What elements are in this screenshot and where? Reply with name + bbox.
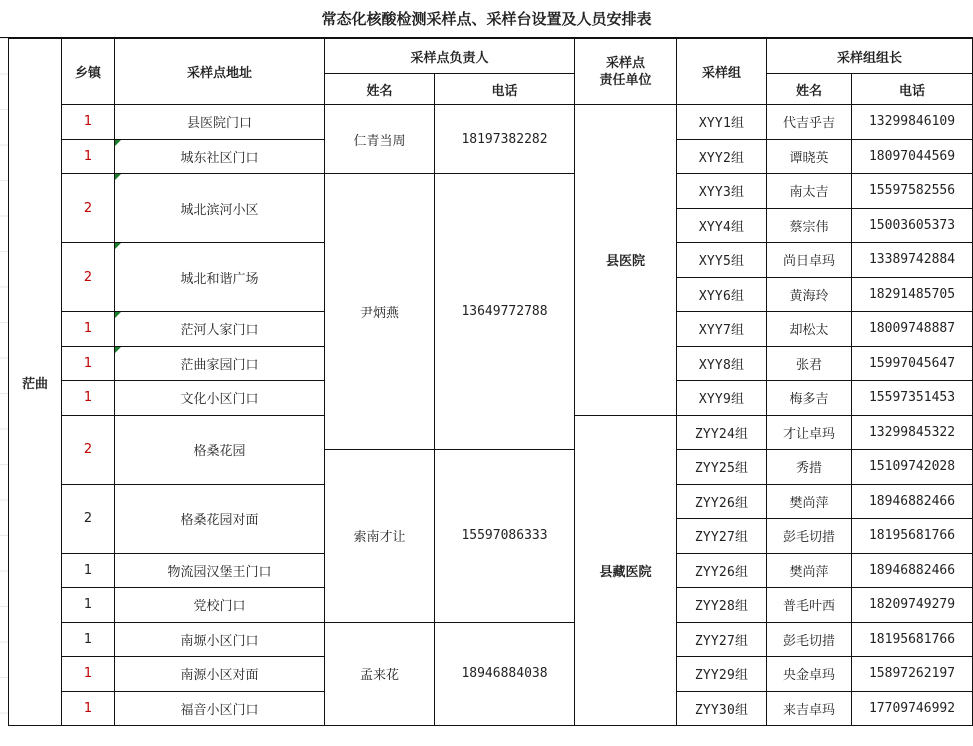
responsible-unit: 县医院	[575, 105, 677, 416]
group-leader-phone: 17709746992	[852, 691, 973, 726]
group-id: XYY4组	[677, 208, 767, 243]
group-leader-name: 来吉卓玛	[767, 691, 852, 726]
group-leader-name: 谭晓英	[767, 139, 852, 174]
responsible-unit: 县藏医院	[575, 415, 677, 726]
site-count: 2	[62, 484, 115, 553]
header-address: 采样点地址	[115, 39, 325, 105]
site-address: 格桑花园对面	[115, 484, 325, 553]
group-leader-phone: 13389742884	[852, 243, 973, 278]
group-leader-name: 彭毛切措	[767, 622, 852, 657]
group-id: XYY8组	[677, 346, 767, 381]
site-count: 2	[62, 174, 115, 243]
town-cell: 茫曲	[9, 39, 62, 726]
site-head-phone: 18197382282	[435, 105, 575, 174]
group-leader-phone: 15997045647	[852, 346, 973, 381]
cell-marker-icon	[115, 347, 121, 353]
site-head-name: 仁青当周	[325, 105, 435, 174]
site-count: 1	[62, 553, 115, 588]
group-leader-name: 才让卓玛	[767, 415, 852, 450]
site-head-name: 孟来花	[325, 622, 435, 726]
gridlines	[0, 38, 8, 746]
table-row	[9, 105, 973, 140]
site-address: 福音小区门口	[115, 691, 325, 726]
header-town: 乡镇	[62, 39, 115, 105]
group-leader-phone: 18009748887	[852, 312, 973, 347]
table-row	[9, 174, 973, 209]
group-leader-phone: 13299845322	[852, 415, 973, 450]
group-leader-name: 却松太	[767, 312, 852, 347]
site-address: 县医院门口	[115, 105, 325, 140]
group-id: ZYY24组	[677, 415, 767, 450]
site-head-name: 索南才让	[325, 450, 435, 623]
group-leader-phone: 18195681766	[852, 622, 973, 657]
site-head-name: 尹炳燕	[325, 174, 435, 450]
site-address: 茫河人家门口	[115, 312, 325, 347]
site-address: 城北滨河小区	[115, 174, 325, 243]
site-count: 1	[62, 346, 115, 381]
site-address: 茫曲家园门口	[115, 346, 325, 381]
site-count: 1	[62, 105, 115, 140]
site-address: 南源小区对面	[115, 657, 325, 692]
group-id: ZYY29组	[677, 657, 767, 692]
group-id: ZYY26组	[677, 553, 767, 588]
group-leader-phone: 18209749279	[852, 588, 973, 623]
group-leader-phone: 18195681766	[852, 519, 973, 554]
site-address: 格桑花园	[115, 415, 325, 484]
site-address: 城东社区门口	[115, 139, 325, 174]
group-id: ZYY27组	[677, 622, 767, 657]
header-head-phone: 电话	[435, 74, 575, 105]
group-leader-name: 秀措	[767, 450, 852, 485]
header-unit-line2: 责任单位	[599, 72, 652, 88]
site-count: 1	[62, 312, 115, 347]
header-leader-name: 姓名	[767, 74, 852, 105]
group-leader-name: 张君	[767, 346, 852, 381]
group-leader-name: 南太吉	[767, 174, 852, 209]
group-leader-name: 蔡宗伟	[767, 208, 852, 243]
site-count: 1	[62, 691, 115, 726]
group-leader-phone: 15597582556	[852, 174, 973, 209]
group-id: ZYY28组	[677, 588, 767, 623]
group-id: ZYY30组	[677, 691, 767, 726]
group-leader-name: 樊尚萍	[767, 553, 852, 588]
group-leader-name: 代吉乎吉	[767, 105, 852, 140]
site-address: 南塬小区门口	[115, 622, 325, 657]
group-id: XYY7组	[677, 312, 767, 347]
site-count: 1	[62, 588, 115, 623]
group-id: XYY3组	[677, 174, 767, 209]
site-address: 城北和谐广场	[115, 243, 325, 312]
group-id: ZYY26组	[677, 484, 767, 519]
site-head-phone: 18946884038	[435, 622, 575, 726]
group-leader-phone: 18946882466	[852, 484, 973, 519]
table-row	[9, 622, 973, 657]
cell-marker-icon	[115, 243, 121, 249]
group-id: XYY2组	[677, 139, 767, 174]
header-leader-phone: 电话	[852, 74, 973, 105]
header-head-name: 姓名	[325, 74, 435, 105]
group-id: ZYY27组	[677, 519, 767, 554]
site-head-phone: 13649772788	[435, 174, 575, 450]
group-leader-phone: 13299846109	[852, 105, 973, 140]
schedule-table	[8, 38, 973, 726]
site-count: 1	[62, 657, 115, 692]
header-group-leader: 采样组组长	[767, 39, 973, 74]
group-leader-phone: 18097044569	[852, 139, 973, 174]
cell-marker-icon	[115, 140, 121, 146]
site-count: 1	[62, 622, 115, 657]
site-head-phone: 15597086333	[435, 450, 575, 623]
group-leader-phone: 18946882466	[852, 553, 973, 588]
group-id: XYY5组	[677, 243, 767, 278]
group-leader-name: 彭毛切措	[767, 519, 852, 554]
group-leader-name: 央金卓玛	[767, 657, 852, 692]
group-leader-name: 樊尚萍	[767, 484, 852, 519]
group-id: XYY6组	[677, 277, 767, 312]
site-address: 党校门口	[115, 588, 325, 623]
group-leader-name: 尚日卓玛	[767, 243, 852, 278]
group-leader-phone: 15897262197	[852, 657, 973, 692]
site-count: 1	[62, 139, 115, 174]
site-count: 2	[62, 243, 115, 312]
site-address: 文化小区门口	[115, 381, 325, 416]
header-site-head: 采样点负责人	[325, 39, 575, 74]
group-leader-name: 黄海玲	[767, 277, 852, 312]
site-address: 物流园汉堡王门口	[115, 553, 325, 588]
cell-marker-icon	[115, 174, 121, 180]
group-leader-name: 梅多吉	[767, 381, 852, 416]
header-unit-line1: 采样点	[606, 55, 646, 71]
site-count: 1	[62, 381, 115, 416]
header-group: 采样组	[677, 39, 767, 105]
group-leader-phone: 18291485705	[852, 277, 973, 312]
site-count: 2	[62, 415, 115, 484]
group-id: ZYY25组	[677, 450, 767, 485]
group-leader-name: 普毛叶西	[767, 588, 852, 623]
group-leader-phone: 15003605373	[852, 208, 973, 243]
group-id: XYY9组	[677, 381, 767, 416]
group-leader-phone: 15597351453	[852, 381, 973, 416]
group-id: XYY1组	[677, 105, 767, 140]
table-title: 常态化核酸检测采样点、采样台设置及人员安排表	[0, 0, 973, 38]
group-leader-phone: 15109742028	[852, 450, 973, 485]
cell-marker-icon	[115, 312, 121, 318]
header-unit	[575, 39, 677, 105]
